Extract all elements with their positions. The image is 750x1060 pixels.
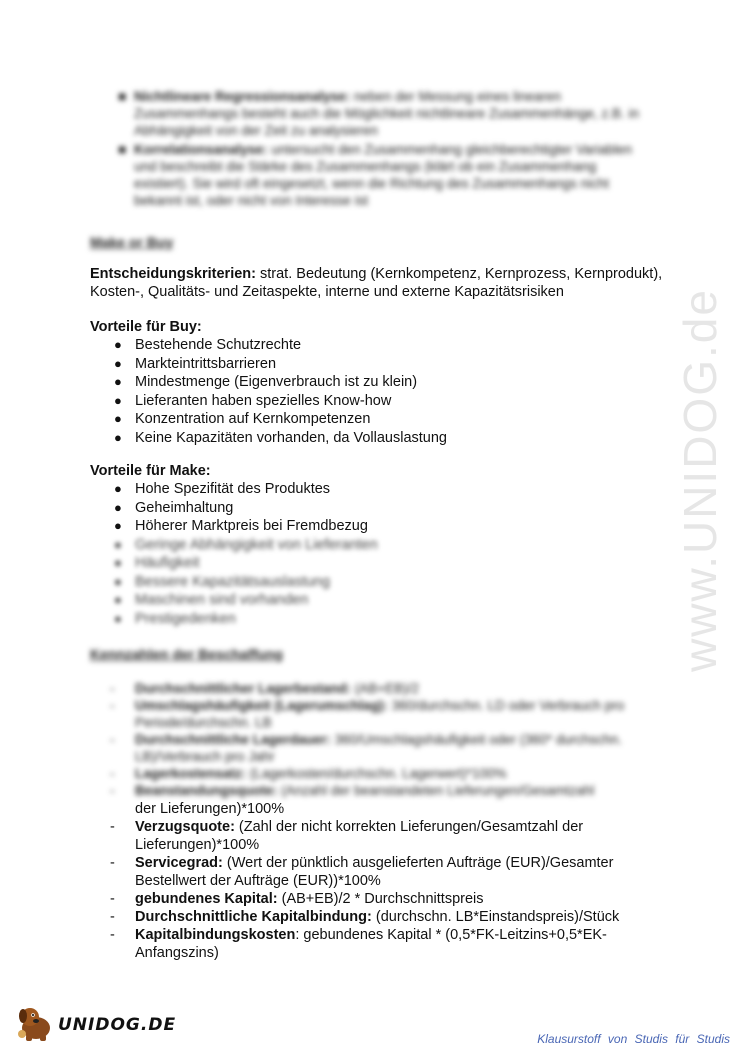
item-label: Lagerkostensatz: bbox=[135, 766, 247, 781]
list-item bbox=[90, 480, 650, 499]
list-item bbox=[90, 536, 650, 555]
make-section bbox=[90, 462, 650, 628]
list-item bbox=[90, 429, 650, 448]
list-item bbox=[110, 697, 650, 731]
item-text: (AB+EB)/2 * Durchschnittspreis bbox=[277, 891, 484, 907]
bullet-icon: ● bbox=[114, 518, 122, 533]
item-text: Bestehende Schutzrechte bbox=[135, 337, 302, 353]
list-item bbox=[110, 908, 650, 926]
item-text: Keine Kapazitäten vorhanden, da Vollauslastung bbox=[135, 429, 447, 446]
buy-section bbox=[90, 318, 650, 447]
item-label: Verzugsquote: bbox=[135, 819, 235, 835]
watermark: www.UNIDOG.de bbox=[674, 288, 726, 672]
item-text: 360/durchschn. LD oder Verbrauch pro Periode/durchschn. LB bbox=[135, 698, 625, 730]
list-item bbox=[90, 410, 650, 429]
list-item bbox=[110, 890, 650, 908]
item-label: Durchschnittliche Kapitalbindung: bbox=[135, 909, 372, 925]
item-text: Höherer Marktpreis bei Fremdbezug bbox=[135, 518, 368, 534]
item-label: Durchschnittliche Lagerdauer: bbox=[135, 732, 331, 747]
bullet-icon: ■ bbox=[118, 142, 127, 157]
bullet-icon: ■ bbox=[118, 89, 127, 104]
item-text: Markteintrittsbarrieren bbox=[135, 355, 277, 372]
bullet-icon: ● bbox=[114, 610, 122, 626]
dash-icon: - bbox=[110, 927, 115, 943]
dash-icon: - bbox=[110, 698, 115, 713]
item-text: Bessere Kapazitätsauslastung bbox=[135, 573, 331, 590]
list-item bbox=[110, 854, 650, 890]
item-label: Durchschnittlicher Lagerbestand: bbox=[135, 681, 352, 696]
logo-text: UNIDOG.DE bbox=[58, 1015, 177, 1035]
kennzahlen-heading: Kennzahlen der Beschaffung bbox=[90, 646, 283, 662]
dash-icon: - bbox=[110, 891, 115, 907]
bullet-icon: ● bbox=[114, 411, 122, 426]
item-text: (Zahl der nicht korrekten Lieferungen/Gesamtzahl der Lieferungen)*100% bbox=[135, 819, 584, 853]
footer-slogan: Klausurstoff von Studis für Studis bbox=[537, 1032, 730, 1046]
bullet-icon: ● bbox=[114, 481, 122, 496]
list-item bbox=[90, 554, 650, 573]
kennzahlen-list bbox=[110, 800, 650, 962]
bullet-icon: ● bbox=[114, 355, 122, 371]
kennzahlen-blurred-list bbox=[110, 680, 650, 799]
bullet-icon: ● bbox=[114, 592, 122, 607]
item-text: (Lagerkosten/durchschn. Lagerwert)*100% bbox=[249, 766, 507, 781]
item-label: Kapitalbindungskosten bbox=[135, 927, 296, 943]
list-item bbox=[110, 680, 650, 697]
item-text: (durchschn. LB*Einstandspreis)/Stück bbox=[371, 909, 620, 925]
item-label: gebundenes Kapital: bbox=[135, 891, 278, 907]
buy-heading: Vorteile für Buy: bbox=[90, 319, 202, 335]
top-blurred-section bbox=[112, 88, 652, 211]
bullet-icon: ● bbox=[114, 429, 122, 445]
list-item bbox=[90, 392, 650, 411]
list-item bbox=[90, 499, 650, 518]
item-text: Geheimhaltung bbox=[135, 499, 234, 516]
item-text: Hohe Spezifität des Produktes bbox=[135, 481, 331, 497]
list-item bbox=[90, 610, 650, 629]
dash-icon: - bbox=[110, 681, 115, 696]
bullet-icon: ● bbox=[114, 573, 122, 589]
list-item bbox=[112, 88, 652, 139]
dash-icon: - bbox=[110, 783, 115, 798]
item-text: der Lieferungen)*100% bbox=[135, 801, 285, 817]
make-list bbox=[90, 480, 650, 628]
list-item bbox=[110, 782, 650, 799]
item-text: Konzentration auf Kernkompetenzen bbox=[135, 411, 371, 427]
item-text: Häufigkeit bbox=[135, 555, 200, 571]
item-label: Umschlagshäufigkeit (Lagerumschlag): bbox=[135, 698, 388, 713]
bullet-icon: ● bbox=[114, 536, 122, 552]
make-heading: Vorteile für Make: bbox=[90, 463, 211, 479]
item-text: Maschinen sind vorhanden bbox=[135, 592, 309, 608]
bullet-icon: ● bbox=[114, 555, 122, 570]
bullet-icon: ● bbox=[114, 374, 122, 389]
list-item bbox=[90, 573, 650, 592]
list-item bbox=[90, 591, 650, 610]
entscheidung-text: strat. Bedeutung (Kernkompetenz, Kernprozess, Kernprodukt), Kosten-, Qualitäts- und Zeitaspekte, interne und externe Kapazitätsrisiken bbox=[90, 266, 663, 300]
item-text: (Anzahl der beanstandeten Lieferungen/Gesamtzahl bbox=[281, 783, 595, 798]
item-text: 360/Umschlagshäufigkeit oder (360* durchschn. LB)/Verbrauch pro Jahr bbox=[135, 732, 622, 764]
item-label: Korrelationsanalyse: bbox=[134, 142, 268, 157]
bullet-icon: ● bbox=[114, 499, 122, 515]
dash-icon: - bbox=[110, 909, 115, 925]
item-text: (AB+EB)/2 bbox=[354, 681, 419, 696]
dash-icon: - bbox=[110, 855, 115, 871]
list-item bbox=[90, 355, 650, 374]
list-item bbox=[90, 373, 650, 392]
list-item bbox=[90, 336, 650, 355]
item-label: Nichtlineare Regressionsanalyse: bbox=[134, 89, 351, 104]
bullet-icon: ● bbox=[114, 392, 122, 408]
dash-icon: - bbox=[110, 766, 115, 781]
item-text: (Wert der pünktlich ausgelieferten Aufträge (EUR)/Gesamter Bestellwert der Aufträge (EUR))*100% bbox=[135, 855, 614, 889]
entscheidung-label: Entscheidungskriterien: bbox=[90, 266, 256, 282]
dash-icon: - bbox=[110, 819, 115, 835]
item-label: Servicegrad: bbox=[135, 855, 223, 871]
list-item bbox=[110, 818, 650, 854]
dash-icon: - bbox=[110, 732, 115, 747]
make-or-buy-heading: Make or Buy bbox=[90, 234, 174, 250]
list-item bbox=[110, 926, 650, 962]
item-label: Beanstandungsquote: bbox=[135, 783, 278, 798]
item-text: Geringe Abhängigkeit von Lieferanten bbox=[135, 536, 378, 553]
list-item bbox=[110, 731, 650, 765]
list-item bbox=[90, 517, 650, 536]
list-item bbox=[112, 141, 652, 209]
item-text: Prestigedenken bbox=[135, 610, 236, 627]
item-text: untersucht den Zusammenhang gleichberechtigter Variablen und beschreibt die Stärke des Zusammenhangs (klärt ob ein Zusammenhang existiert). Sie wird oft eingesetzt, wenn die Richtung des Zusammenhangs nicht bekannt ist, oder nicht von Interesse ist bbox=[134, 142, 633, 208]
entscheidungskriterien-paragraph bbox=[90, 265, 670, 301]
item-text: neben der Messung eines linearen Zusammenhangs besteht auch die Möglichkeit nichtlineare Zusammenhänge, z.B. in Abhängigkeit von der Zeit zu analysieren bbox=[134, 89, 640, 138]
item-text: Mindestmenge (Eigenverbrauch ist zu klein) bbox=[135, 374, 418, 390]
item-text: Lieferanten haben spezielles Know-how bbox=[135, 392, 392, 409]
buy-list bbox=[90, 336, 650, 447]
list-item-continuation bbox=[110, 800, 650, 818]
item-text: : gebundenes Kapital * (0,5*FK-Leitzins+0,5*EK-Anfangszins) bbox=[135, 927, 607, 961]
list-item bbox=[110, 765, 650, 782]
bullet-icon: ● bbox=[114, 337, 122, 352]
